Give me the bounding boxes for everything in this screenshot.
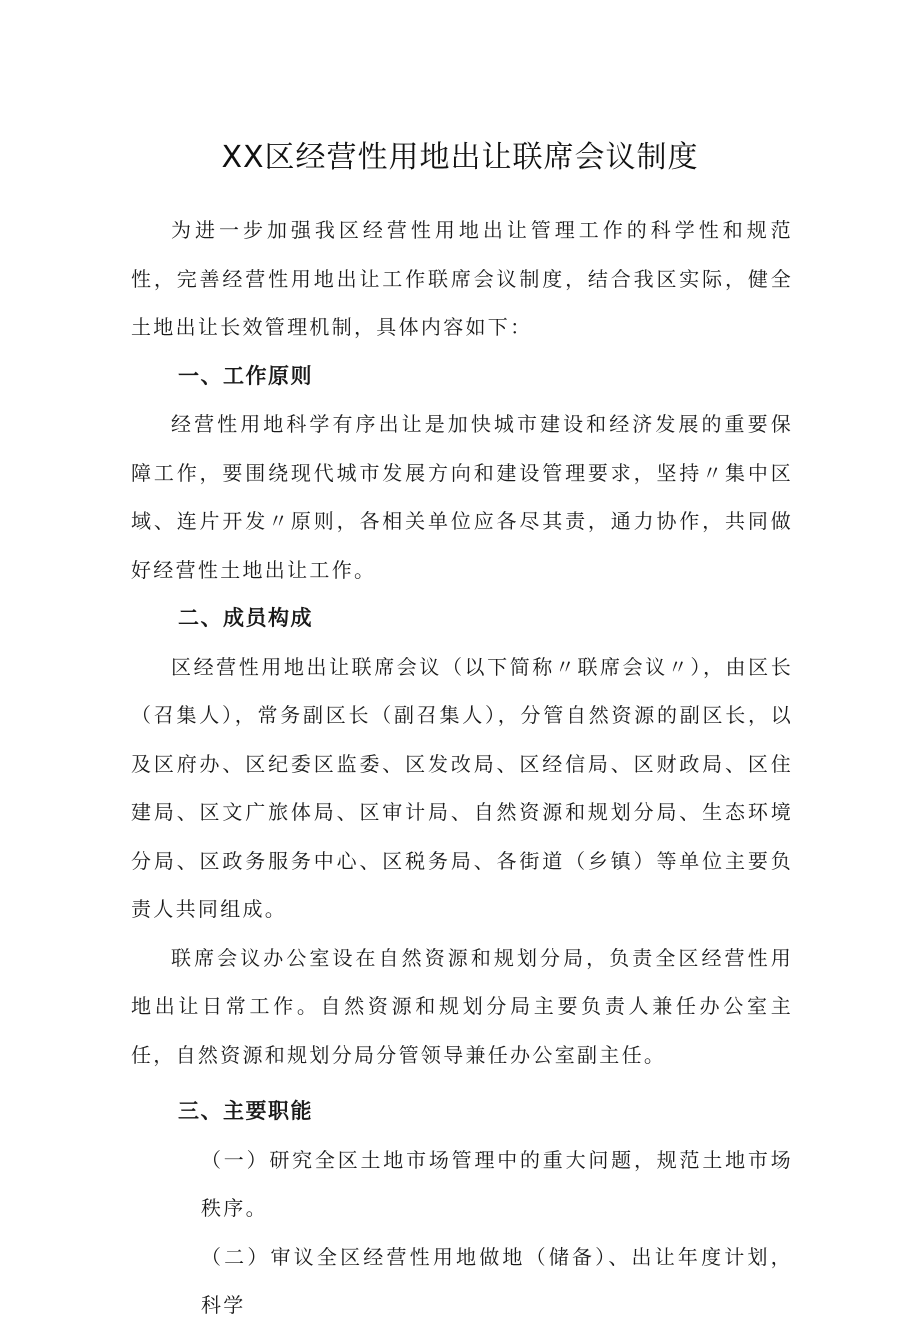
function-item-1: （一）研究全区土地市场管理中的重大问题，规范土地市场秩序。 xyxy=(201,1147,793,1220)
office-paragraph: 联席会议办公室设在自然资源和规划分局，负责全区经营性用地出让日常工作。自然资源和规划分局主要负责人兼任办公室主任，自然资源和规划分局分管领导兼任办公室副主任。 xyxy=(131,945,793,1067)
section-heading-functions: 三、主要职能 xyxy=(178,1099,313,1123)
principles-paragraph: 经营性用地科学有序出让是加快城市建设和经济发展的重要保障工作，要围绕现代城市发展方向和建设管理要求，坚持〃集中区域、连片开发〃原则，各相关单位应各尽其责，通力协作，共同做好经营性土地出让工作。 xyxy=(131,412,793,582)
section-heading-members: 二、成员构成 xyxy=(178,606,313,630)
document-body xyxy=(131,206,793,1330)
function-item-2: （二）审议全区经营性用地做地（储备）、出让年度计划，科学 xyxy=(201,1244,793,1317)
document-title: XX区经营性用地出让联席会议制度 xyxy=(221,140,699,176)
members-paragraph: 区经营性用地出让联席会议（以下简称〃联席会议〃），由区长（召集人），常务副区长（副召集人），分管自然资源的副区长，以及区府办、区纪委区监委、区发改局、区经信局、区财政局、区住建局、区文广旅体局、区审计局、自然资源和规划分局、生态环境分局、区政务服务中心、区税务局、各街道（乡镇）等单位主要负责人共同组成。 xyxy=(131,654,793,921)
intro-paragraph: 为进一步加强我区经营性用地出让管理工作的科学性和规范性，完善经营性用地出让工作联席会议制度，结合我区实际，健全土地出让长效管理机制，具体内容如下： xyxy=(131,218,793,339)
section-heading-principles: 一、工作原则 xyxy=(178,363,313,388)
